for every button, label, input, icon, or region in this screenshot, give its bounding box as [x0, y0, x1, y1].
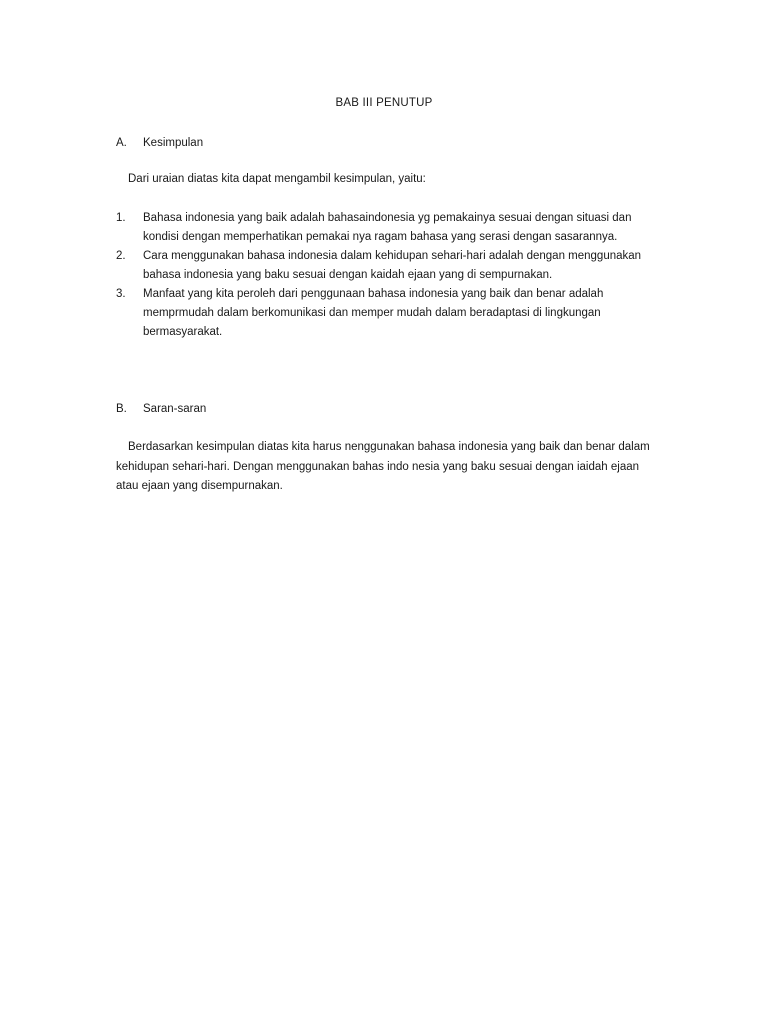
- section-a-marker: A.: [116, 137, 127, 149]
- section-b-marker: B.: [116, 403, 127, 415]
- list-item-text: Bahasa indonesia yang baik adalah bahasaindonesia yg pemakainya sesuai dengan situasi dan kondisi dengan memperhatikan pemakai nya ragam bahasa yang serasi dengan sasarannya.: [143, 212, 632, 243]
- list-item-text: Manfaat yang kita peroleh dari penggunaan bahasa indonesia yang baik dan benar adalah memprmudah dalam berkomunikasi dan memper mudah dalam beradaptasi di lingkungan bermasyarakat.: [143, 288, 604, 338]
- list-item: [116, 209, 656, 247]
- section-a-heading: [116, 137, 203, 149]
- section-a-label: Kesimpulan: [143, 137, 204, 149]
- list-item-number: 3.: [116, 288, 126, 300]
- list-item: [116, 285, 656, 342]
- intro-paragraph: Dari uraian diatas kita dapat mengambil kesimpulan, yaitu:: [128, 173, 426, 185]
- closing-paragraph: Berdasarkan kesimpulan diatas kita harus nenggunakan bahasa indonesia yang baik dan benar dalam kehidupan sehari-hari. Dengan menggunakan bahas indo nesia yang baku sesuai dengan iaidah ejaan atau ejaan yang disempurnakan.: [116, 441, 650, 492]
- list-item: [116, 247, 656, 285]
- conclusion-list: [116, 209, 656, 342]
- list-item-text: Cara menggunakan bahasa indonesia dalam kehidupan sehari-hari adalah dengan menggunakan bahasa indonesia yang baku sesuai dengan kaidah ejaan yang di sempurnakan.: [143, 250, 642, 281]
- page-title: BAB III PENUTUP: [335, 97, 433, 109]
- section-b-heading: [116, 403, 206, 415]
- list-item-number: 1.: [116, 212, 126, 224]
- section-b-label: Saran-saran: [143, 403, 207, 415]
- list-item-number: 2.: [116, 250, 126, 262]
